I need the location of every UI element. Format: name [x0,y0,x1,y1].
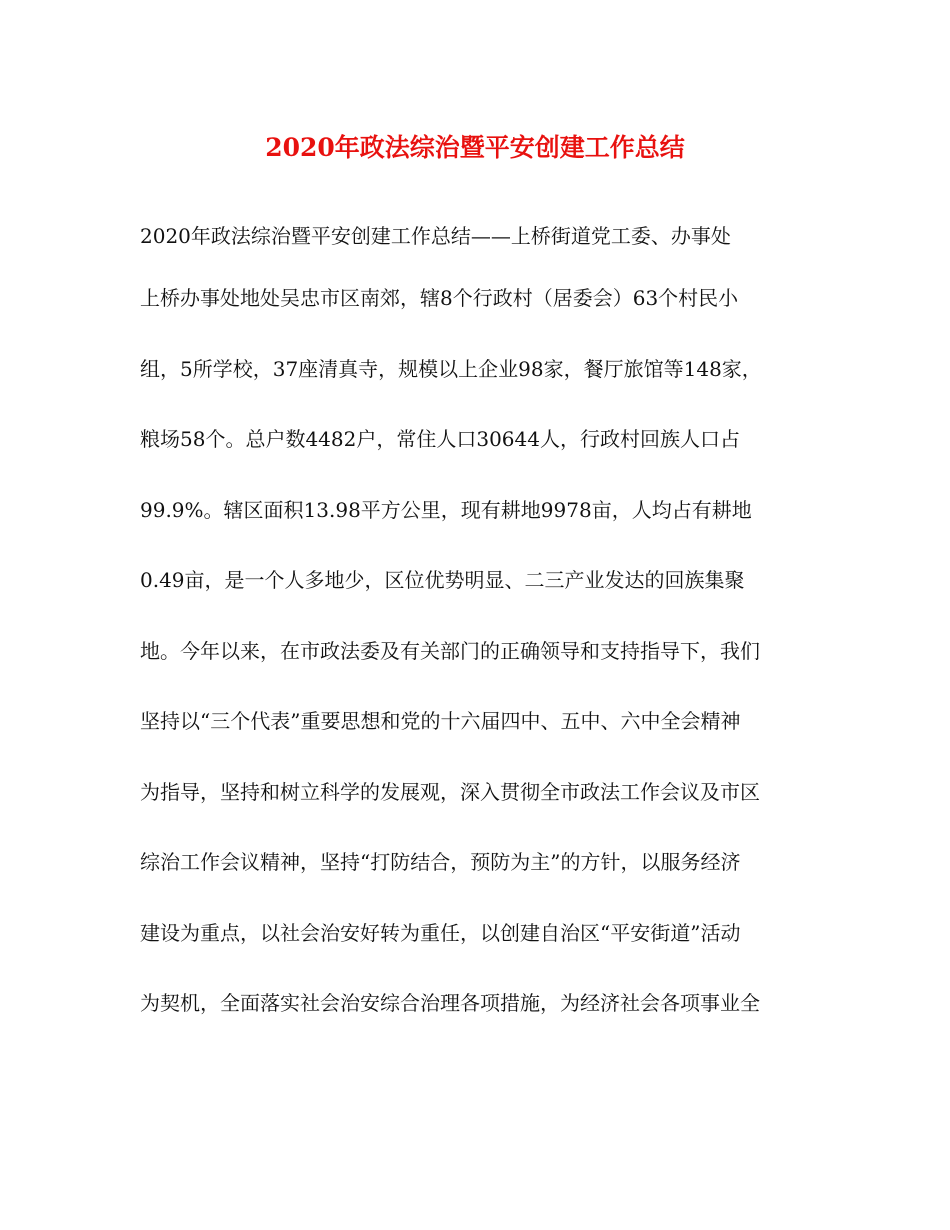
body-line: 坚持以“三个代表”重要思想和党的十六届四中、五中、六中全会精神 [140,709,741,733]
body-line: 综治工作会议精神，坚持“打防结合，预防为主”的方针，以服务经济 [140,850,741,874]
body-line: 99.9%。辖区面积13.98平方公里，现有耕地9978亩，人均占有耕地 [140,497,752,522]
body-line: 粮场58个。总户数4482户，常住人口30644人，行政村回族人口占 [140,427,740,451]
body-line: 组，5所学校，37座清真寺，规模以上企业98家，餐厅旅馆等148家， [140,356,762,381]
body-line: 上桥办事处地处吴忠市区南郊，辖8个行政村（居委会）63个村民小 [140,286,739,310]
body-line: 为契机，全面落实社会治安综合治理各项措施，为经济社会各项事业全 [140,991,760,1015]
body-line: 地。今年以来，在市政法委及有关部门的正确领导和支持指导下，我们 [140,638,760,663]
document-body [140,284,830,1060]
document-subtitle: 2020年政法综治暨平安创建工作总结——上桥街道党工委、办事处 [140,224,731,248]
document-title: 2020年政法综治暨平安创建工作总结 [265,133,685,162]
body-line: 为指导，坚持和树立科学的发展观，深入贯彻全市政法工作会议及市区 [140,779,760,804]
body-line: 建设为重点，以社会治安好转为重任，以创建自治区“平安街道”活动 [140,920,741,945]
body-line: 0.49亩，是一个人多地少，区位优势明显、二三产业发达的回族集聚 [140,568,745,592]
